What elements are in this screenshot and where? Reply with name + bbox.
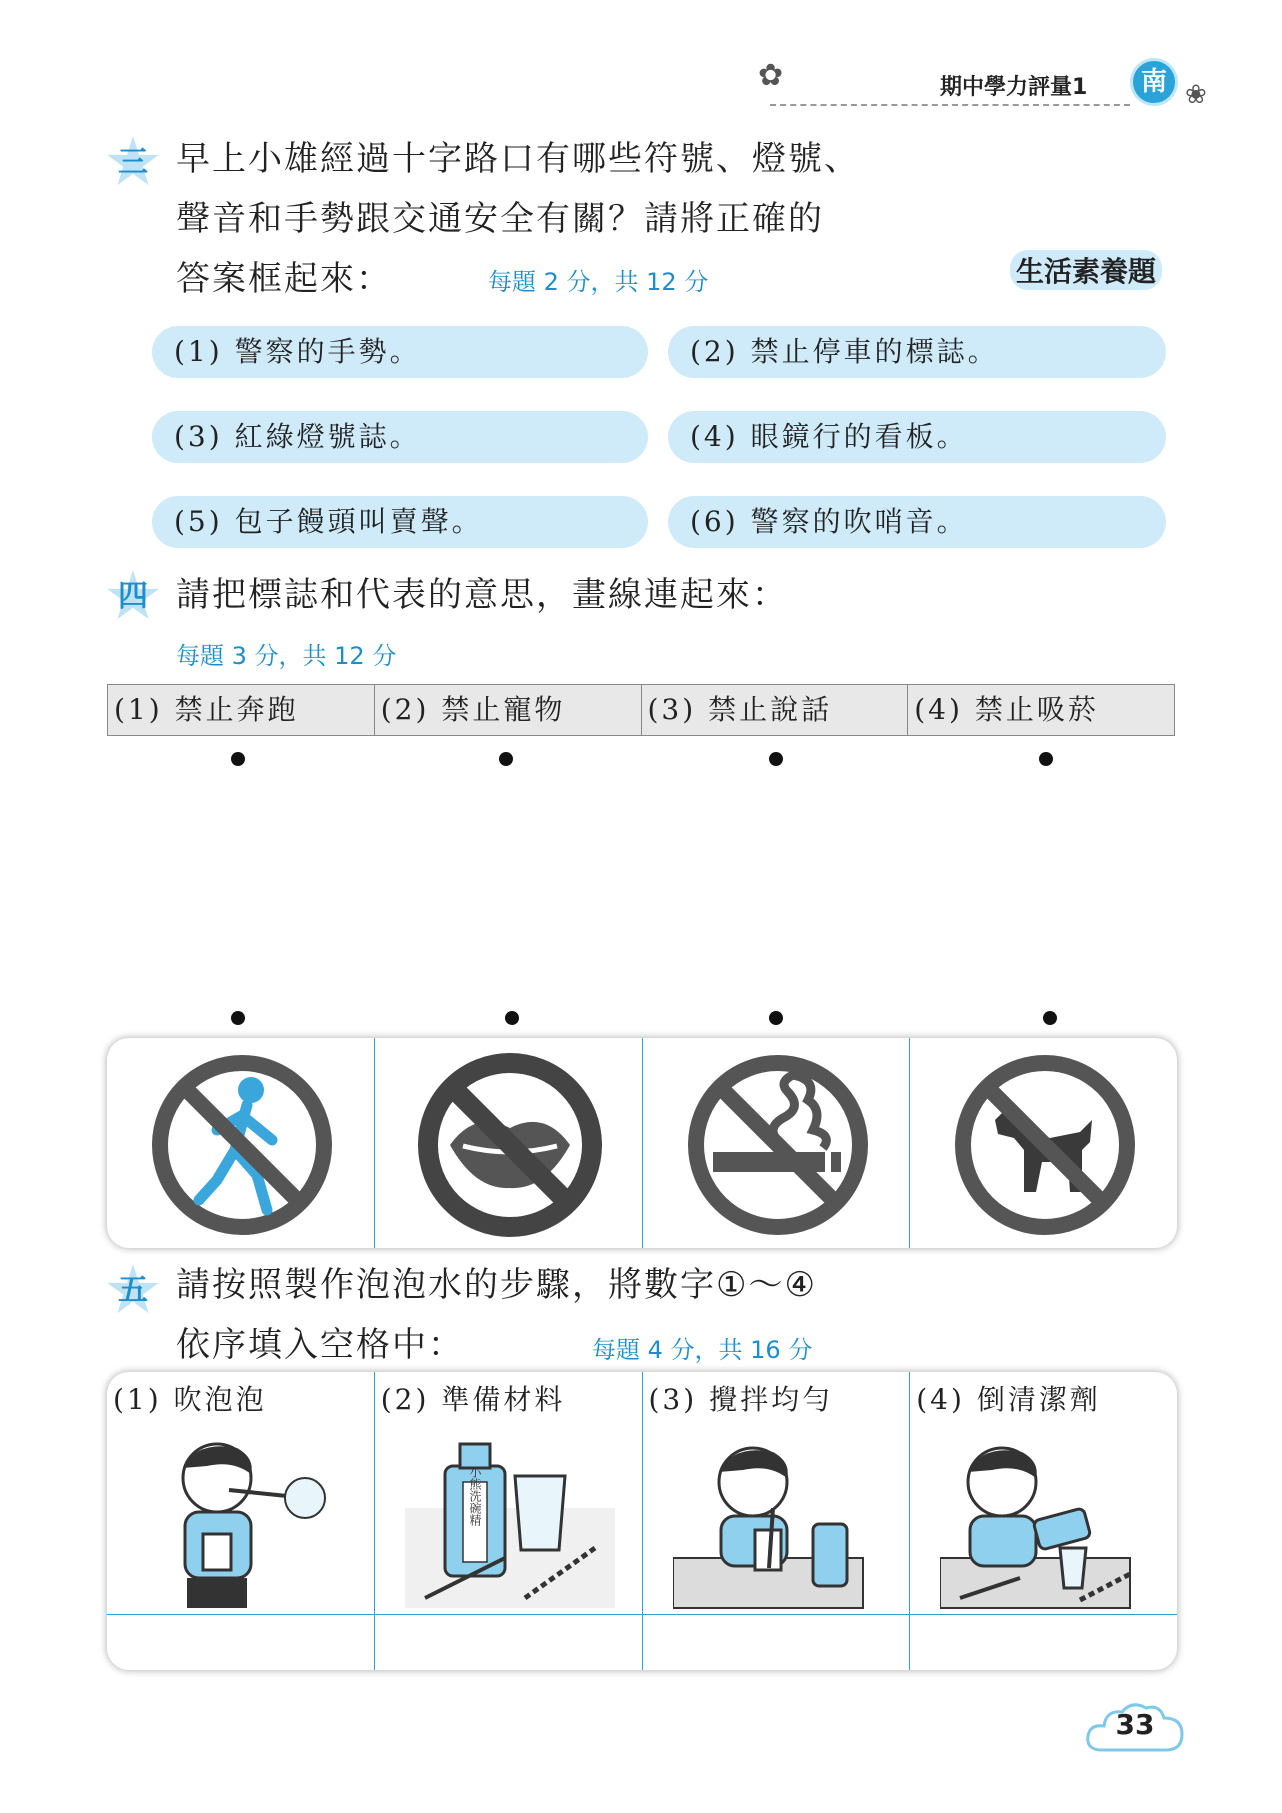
q4-score: 每題 3 分，共 12 分 [176, 642, 397, 670]
materials-icon [405, 1438, 615, 1610]
q5-steps-table [107, 1372, 1177, 1670]
q4-item-4: (4) 禁止吸菸 [914, 693, 1099, 726]
q3-option-5[interactable]: (5) 包子饅頭叫賣聲。 [152, 496, 648, 548]
q5-step-2 [375, 1372, 643, 1670]
header-divider [770, 104, 1130, 106]
q4-top-dot-4[interactable] [1039, 752, 1053, 766]
q4-top-dot-1[interactable] [231, 752, 245, 766]
flower-icon: ✿ [758, 58, 784, 93]
no-talking-icon [415, 1050, 605, 1240]
q3-tag: 生活素養題 [1010, 250, 1162, 290]
q4-item-2: (2) 禁止寵物 [375, 685, 642, 735]
no-pets-icon [950, 1050, 1140, 1240]
q3-option-2[interactable]: (2) 禁止停車的標誌。 [668, 326, 1166, 378]
boy-blowing-bubbles-icon [137, 1438, 347, 1610]
no-talking-sign [375, 1038, 643, 1248]
q4-meaning-table [107, 684, 1175, 736]
q5-step-4 [910, 1372, 1177, 1670]
q5-answer-2[interactable] [375, 1614, 642, 1615]
q4-item-1: (1) 禁止奔跑 [108, 685, 375, 735]
q5-step-2-label: (2) 準備材料 [380, 1383, 566, 1416]
q5-answer-3[interactable] [643, 1614, 910, 1615]
q3-option-4[interactable]: (4) 眼鏡行的看板。 [668, 411, 1166, 463]
no-running-sign [107, 1038, 375, 1248]
q5-step-1-label: (1) 吹泡泡 [113, 1383, 267, 1416]
q5-step-3-label: (3) 攪拌均勻 [648, 1383, 834, 1416]
q4-sign-panel [107, 1038, 1177, 1248]
q5-step-3 [643, 1372, 911, 1670]
q3-text-line1: 早上小雄經過十字路口有哪些符號、燈號、 [176, 139, 860, 179]
no-running-icon [147, 1050, 337, 1240]
q4-bottom-dot-3[interactable] [769, 1011, 783, 1025]
no-smoking-icon [683, 1050, 873, 1240]
q5-answer-4[interactable] [910, 1614, 1177, 1615]
q5-text-line2: 依序填入空格中： [176, 1325, 464, 1365]
q3-option-3[interactable]: (3) 紅綠燈號誌。 [152, 411, 648, 463]
q3-option-1[interactable]: (1) 警察的手勢。 [152, 326, 648, 378]
q3-text-line3: 答案框起來： [176, 259, 392, 299]
header-title: 期中學力評量1 [940, 75, 1088, 100]
q4-bottom-dot-1[interactable] [231, 1011, 245, 1025]
q5-answer-1[interactable] [107, 1614, 374, 1615]
q5-marker: 五 [110, 1268, 156, 1314]
bee-icon: ❀ [1185, 80, 1207, 110]
q3-text-line2: 聲音和手勢跟交通安全有關？請將正確的 [176, 199, 824, 239]
q5-text-line1: 請按照製作泡泡水的步驟，將數字①～④ [176, 1265, 817, 1305]
page-number: 33 [1115, 1708, 1155, 1741]
no-pets-sign [910, 1038, 1177, 1248]
q4-bottom-dot-2[interactable] [505, 1011, 519, 1025]
q4-top-dot-2[interactable] [499, 752, 513, 766]
boy-pouring-icon [940, 1438, 1150, 1610]
q3-option-6[interactable]: (6) 警察的吹哨音。 [668, 496, 1166, 548]
header-badge: 南 [1130, 58, 1178, 106]
no-smoking-sign [643, 1038, 911, 1248]
q4-bottom-dot-4[interactable] [1043, 1011, 1057, 1025]
q4-top-dot-3[interactable] [769, 752, 783, 766]
q4-text: 請把標誌和代表的意思，畫線連起來： [176, 575, 788, 615]
q5-step-4-label: (4) 倒清潔劑 [916, 1383, 1101, 1416]
q5-score: 每題 4 分，共 16 分 [592, 1336, 813, 1364]
q4-item-3: (3) 禁止說話 [642, 685, 909, 735]
q5-step-1 [107, 1372, 375, 1670]
q4-marker: 四 [110, 574, 156, 620]
q3-marker: 三 [110, 140, 156, 186]
boy-stirring-icon [673, 1438, 883, 1610]
bottle-label: 小熊洗碗精 [467, 1466, 482, 1526]
q3-score: 每題 2 分，共 12 分 [488, 268, 709, 296]
